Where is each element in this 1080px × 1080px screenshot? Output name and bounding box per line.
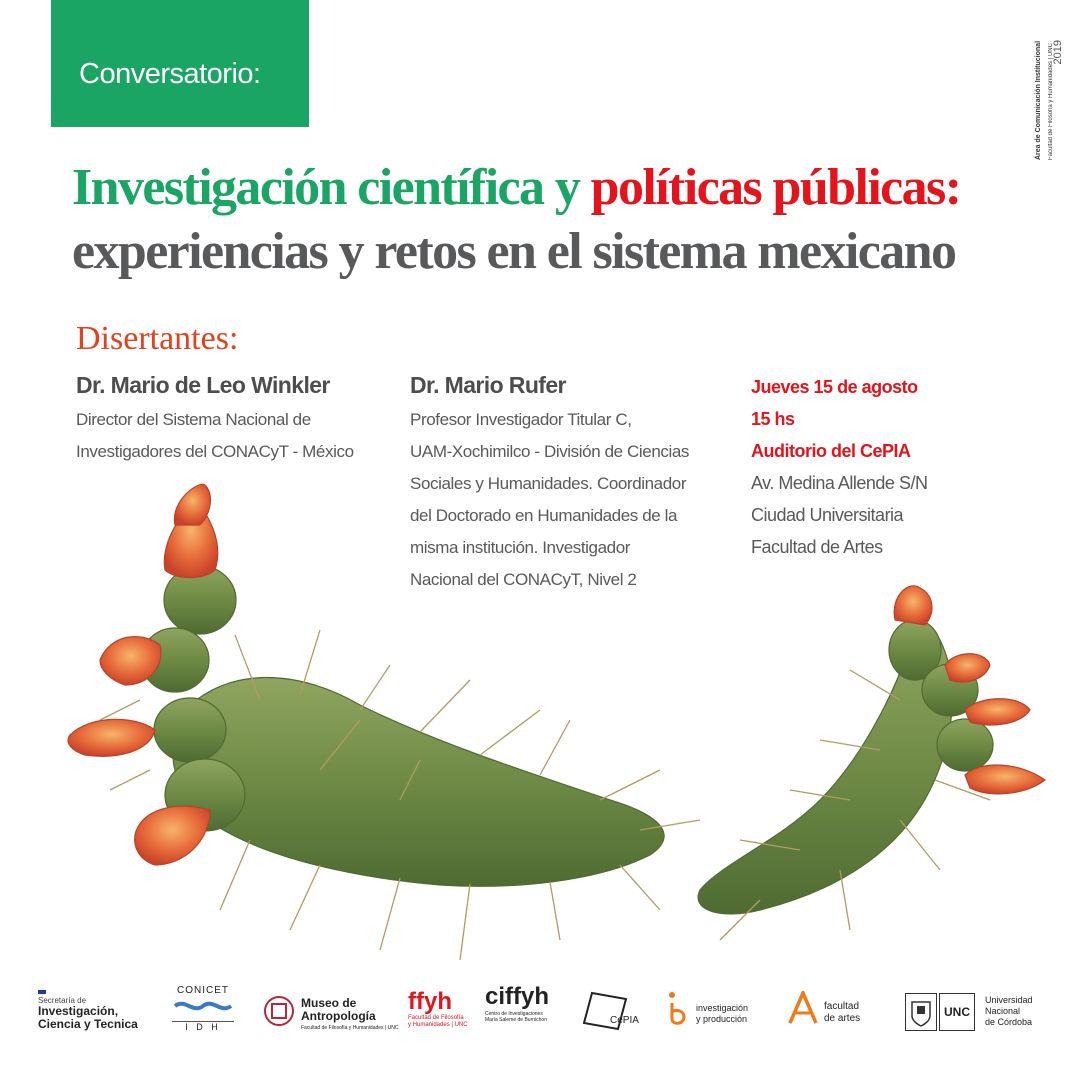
iyp-main1: investigación: [696, 1003, 749, 1013]
secretaria-main2: Ciencia y Tecnica: [38, 1017, 138, 1031]
logo-conicet: [172, 985, 234, 1032]
ffyh-sub1: Facultad de Filosofía: [408, 1015, 464, 1021]
conicet-wave-icon: [173, 996, 233, 1016]
event-venue: Auditorio del CePIA: [751, 441, 911, 461]
ciffyh-sub2: María Saleme de Burnichon: [485, 1017, 547, 1023]
conicet-top: CONICET: [177, 985, 229, 996]
speaker-2-desc-line: Nacional del CONACyT, Nivel 2: [410, 570, 637, 589]
secretaria-top: Secretaría de: [38, 996, 87, 1005]
unc-shield-icon: [905, 993, 937, 1031]
logo-ciffyh: [485, 983, 555, 1023]
conversatorio-banner: [51, 0, 309, 127]
event-address-line: Ciudad Universitaria: [751, 505, 904, 525]
speaker-1-name: Dr. Mario de Leo Winkler: [76, 372, 330, 398]
iyp-main2: y producción: [696, 1014, 748, 1024]
institutional-faculty: Facultad de Filosofía y Humanidades | UNC: [1048, 43, 1054, 160]
ciffyh-sub1: Centro de Investigaciones: [485, 1011, 543, 1017]
title-red: políticas públicas:: [590, 159, 961, 216]
speaker-1-desc-line: Investigadores del CONACyT - México: [76, 442, 354, 461]
unc-badge: UNC: [939, 993, 975, 1031]
speaker-2-desc-line: del Doctorado en Humanidades de la: [410, 506, 678, 525]
secretaria-main1: Investigación,: [38, 1004, 119, 1018]
cepia-main: CePIA: [610, 1015, 639, 1026]
title-green: Investigación científica y: [72, 159, 580, 216]
artes-main2: de artes: [824, 1013, 861, 1024]
logo-cepia: [580, 991, 640, 1033]
event-time: 15 hs: [751, 409, 795, 429]
museo-emblem-icon: [263, 995, 295, 1027]
event-address-line: Av. Medina Allende S/N: [751, 473, 928, 493]
left-cactus: [68, 484, 700, 960]
speaker-2-desc-line: UAM-Xochimilco - División de Ciencias: [410, 442, 690, 461]
speaker-1-desc-line: Director del Sistema Nacional de: [76, 410, 311, 429]
institutional-area: Área de Comunicación Institucional: [1035, 40, 1042, 160]
unc-main2: Nacional: [985, 1006, 1021, 1016]
speaker-2-desc-line: misma institución. Investigador: [410, 538, 631, 557]
event-title-line1: [72, 158, 960, 217]
museo-main1: Museo de: [301, 996, 357, 1010]
unc-main1: Universidad: [985, 995, 1033, 1005]
unc-crest-icon: [906, 994, 936, 1030]
unc-main3: de Córdoba: [985, 1017, 1033, 1027]
secretaria-mark-icon: [38, 990, 46, 994]
cactus-illustration: [0, 470, 1080, 970]
museo-sub: Facultad de Filosofía y Humanidades | UNC: [301, 1025, 399, 1031]
speaker-1-description: [76, 404, 354, 468]
event-date: Jueves 15 de agosto: [751, 377, 918, 397]
institutional-year: 2019: [1052, 40, 1064, 65]
ciffyh-main: ciffyh: [485, 983, 550, 1010]
logo-secretaria: [38, 990, 148, 1031]
right-cactus: [698, 586, 1045, 940]
conicet-bottom: I D H: [172, 1021, 234, 1032]
speaker-2-desc-line: Sociales y Humanidades. Coordinador: [410, 474, 687, 493]
artes-a-icon: [788, 991, 818, 1025]
banner-label: Conversatorio:: [79, 58, 261, 90]
ffyh-main: ffyh: [408, 988, 452, 1015]
ffyh-sub2: y Humanidades | UNC: [408, 1022, 468, 1028]
speaker-2-name: Dr. Mario Rufer: [410, 372, 566, 398]
speaker-2-desc-line: Profesor Investigador Titular C,: [410, 410, 632, 429]
iyp-mark-icon: [666, 991, 688, 1027]
artes-main1: facultad: [824, 1001, 860, 1012]
event-title-line2: experiencias y retos en el sistema mexicano: [72, 223, 956, 280]
event-address-line: Facultad de Artes: [751, 537, 883, 557]
museo-main2: Antropología: [301, 1009, 376, 1023]
institutional-mark: [1032, 30, 1072, 160]
sponsor-logos: [0, 975, 1080, 1080]
logo-ffyh: [408, 989, 478, 1029]
speakers-heading: Disertantes:: [76, 320, 239, 357]
